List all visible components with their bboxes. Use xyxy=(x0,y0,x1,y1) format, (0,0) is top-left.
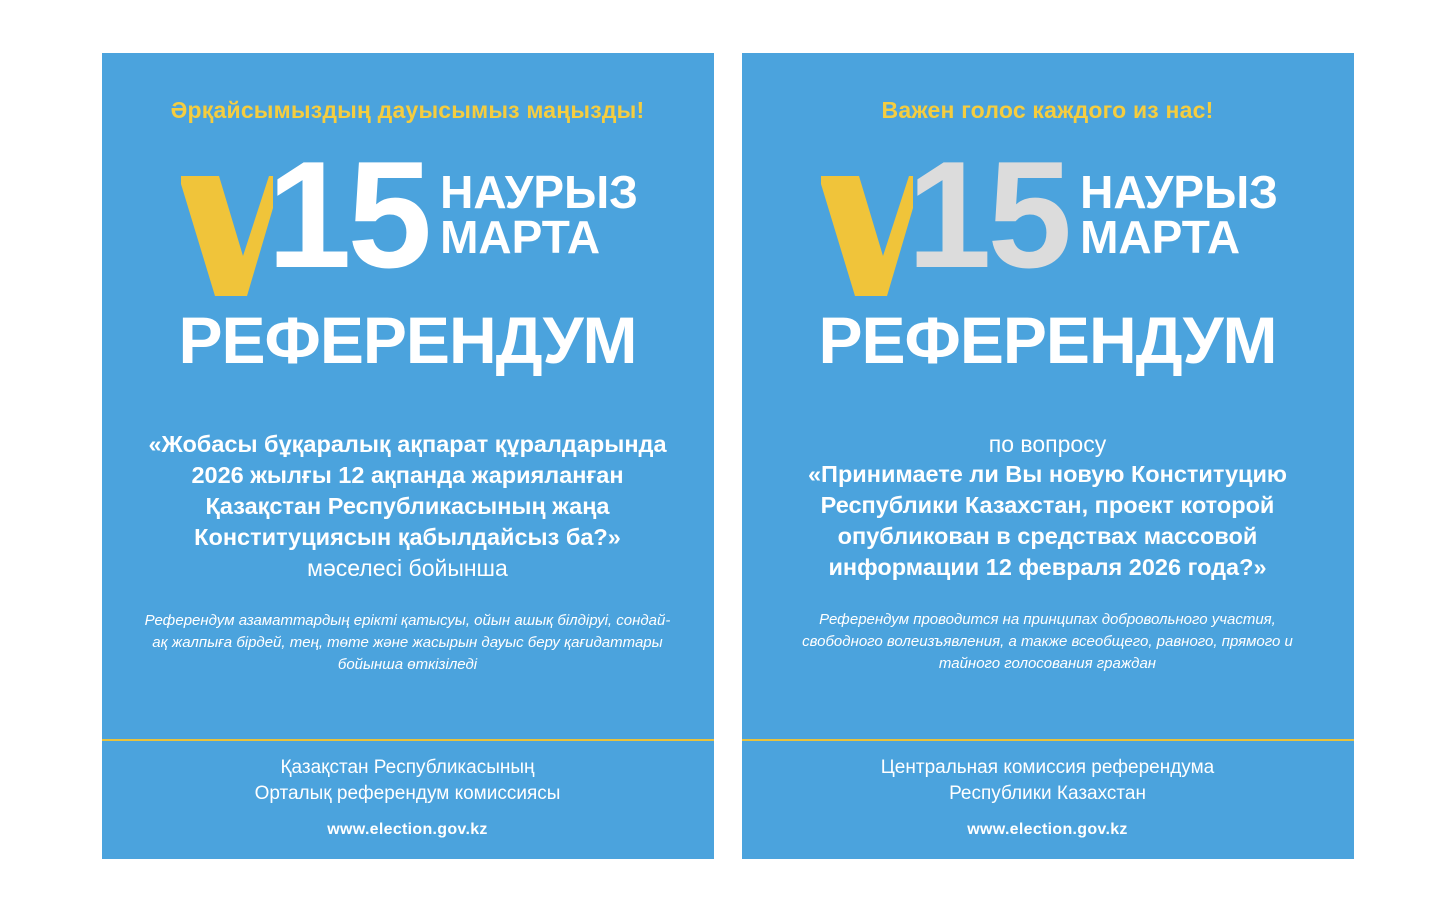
org-line-2: Орталық референдум комиссиясы xyxy=(254,783,561,804)
question-text: «Принимаете ли Вы новую Конституцию Республики Казахстан, проект которой опубликован в средствах массовой информации 12 февраля 2026 года?» xyxy=(807,461,1287,580)
checkmark-icon xyxy=(177,146,273,296)
month-names xyxy=(1080,166,1278,263)
poster-russian xyxy=(742,53,1354,859)
question-zone xyxy=(148,429,668,584)
footer xyxy=(742,741,1354,859)
month-line-kk: НАУРЫЗ xyxy=(1080,166,1278,218)
month-names xyxy=(440,166,638,263)
question-text: «Жобасы бұқаралық ақпарат құралдарында 2026 жылғы 12 ақпанда жарияланған Қазақстан Республикасының жаңа Конституциясын қабылдайсыз ба?» xyxy=(148,431,667,550)
question-postline: мәселесі бойынша xyxy=(307,555,508,581)
website-link[interactable]: www.election.gov.kz xyxy=(967,821,1128,838)
question-zone xyxy=(788,429,1308,583)
day-number: 15 xyxy=(267,130,429,300)
principles-note: Референдум азаматтардың ерікті қатысуы, ойын ашық білдіруі, сондай-ақ жалпыға бірдей, тең, төте және жасырын дауыс беру қағидаттары бойынша өткізіледі xyxy=(144,612,671,673)
question-preline: по вопросу xyxy=(988,431,1107,457)
org-line-1: Қазақстан Республикасының xyxy=(280,757,535,778)
principles-note: Референдум проводится на принципах добровольного участия, свободного волеизъявления, а также всеобщего, равного, прямого и тайного голосования граждан xyxy=(802,611,1293,672)
month-line-kk: НАУРЫЗ xyxy=(440,166,638,218)
headline: РЕФЕРЕНДУМ xyxy=(178,303,637,377)
org-line-2: Республики Казахстан xyxy=(949,783,1146,804)
poster-kazakh xyxy=(102,53,714,859)
month-line-ru: МАРТА xyxy=(1080,211,1241,263)
website-link[interactable]: www.election.gov.kz xyxy=(327,821,488,838)
poster-slogan: Важен голос каждого из нас! xyxy=(881,97,1214,123)
date-block xyxy=(817,130,1278,301)
day-number: 15 xyxy=(907,130,1069,300)
headline: РЕФЕРЕНДУМ xyxy=(818,303,1277,377)
poster-slogan: Әрқайсымыздың дауысымыз маңызды! xyxy=(170,97,645,123)
month-line-ru: МАРТА xyxy=(440,211,601,263)
checkmark-icon xyxy=(817,146,913,296)
date-block xyxy=(177,130,638,301)
org-line-1: Центральная комиссия референдума xyxy=(880,757,1215,778)
footer xyxy=(102,741,714,859)
